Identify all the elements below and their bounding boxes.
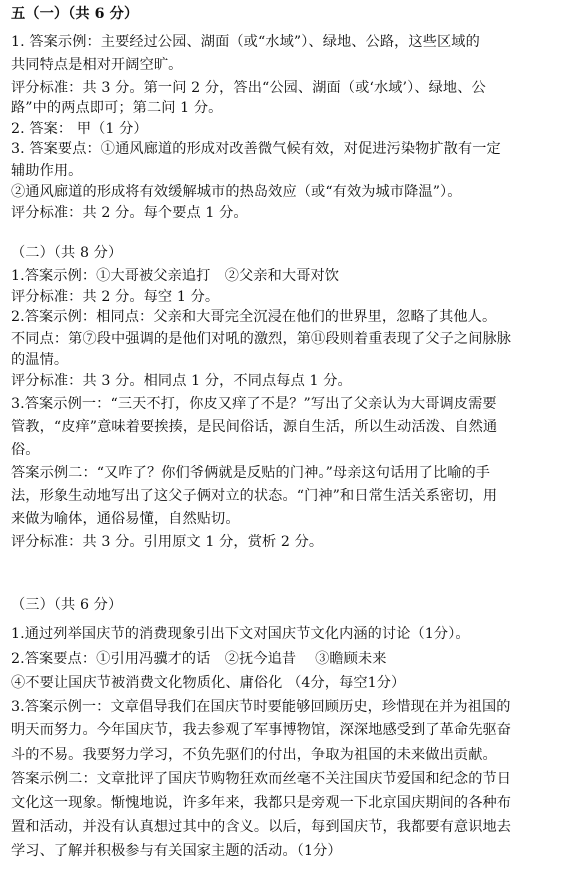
section-2-line: 评分标准：共 3 分。相同点 1 分，不同点每点 1 分。 [11, 373, 352, 389]
section-2-line: 答案示例二：“又咋了？你们爷俩就是反贴的门神。”母亲这句话用了比喻的手 [11, 465, 491, 481]
section-1-line: 路”中的两点即可；第二问 1 分。 [11, 100, 223, 116]
section-2-line: 管教，“皮痒”意味着要挨揍，是民间俗话，源自生活，所以生动活泼、自然通 [11, 419, 498, 435]
section-3-line: 明天而努力。今年国庆节，我去参观了军事博物馆，深深地感受到了革命先驱奋 [11, 722, 512, 738]
section-2-line: 评分标准：共 2 分。每空 1 分。 [11, 289, 220, 305]
section-2-line: 1.答案示例：①大哥被父亲追打 ②父亲和大哥对饮 [11, 268, 340, 284]
section-3-line: 答案示例二：文章批评了国庆节购物狂欢而丝毫不关注国庆节爱国和纪念的节日 [11, 771, 512, 787]
section-2-line: 来做为喻体，通俗易懂，自然贴切。 [11, 511, 240, 527]
section-1-line: 2. 答案： 甲（1 分） [11, 121, 148, 137]
section-3-heading: （三）（共 6 分） [11, 597, 123, 613]
section-3-line: 1.通过列举国庆节的消费现象引出下文对国庆节文化内涵的讨论（1分）。 [11, 626, 470, 642]
section-3-line: 学习、了解并积极参与有关国家主题的活动。（1分） [11, 843, 342, 859]
section-2-line: 3.答案示例一：“三天不打，你皮又痒了不是？”写出了父亲认为大哥调皮需要 [11, 396, 497, 412]
section-1-line: 1. 答案示例：主要经过公园、湖面（或“水域”）、绿地、公路，这些区域的 [11, 34, 480, 50]
section-2-line: 俗。 [11, 442, 40, 458]
section-2-line: 2.答案示例：相同点：父亲和大哥完全沉浸在他们的世界里，忽略了其他人。 [11, 309, 497, 325]
section-2-line: 不同点：第⑦段中强调的是他们对吼的激烈，第⑪段则着重表现了父子之间脉脉 [11, 331, 512, 347]
section-2-line: 评分标准：共 3 分。引用原文 1 分，赏析 2 分。 [11, 534, 324, 550]
section-1-line: 3. 答案要点：①通风廊道的形成对改善微气候有效，对促进污染物扩散有一定 [11, 141, 501, 157]
section-1-line: 共同特点是相对开阔空旷。 [11, 57, 183, 73]
section-3-line: 置和活动，并没有认真想过其中的含义。以后，每到国庆节，我都要有意识地去 [11, 819, 512, 835]
section-2-line: 的温情。 [11, 352, 69, 368]
section-3-line: 3.答案示例一：文章倡导我们在国庆节时要能够回顾历史，珍惜现在并为祖国的 [11, 699, 511, 715]
section-3-line: 2.答案要点：①引用冯骥才的话 ②抚今追昔 ③瞻顾未来 [11, 651, 387, 667]
section-3-line: ④不要让国庆节被消费文化物质化、庸俗化 （4分，每空1分） [11, 675, 406, 691]
section-1-heading: 五（一）（共 6 分） [11, 6, 139, 22]
section-1-line: 辅助作用。 [11, 163, 83, 179]
section-1-line: ②通风廊道的形成将有效缓解城市的热岛效应（或“有效为城市降温”）。 [11, 184, 462, 200]
section-3-line: 斗的不易。我要努力学习，不负先驱们的付出，争取为祖国的未来做出贡献。 [11, 747, 497, 763]
section-1-line: 评分标准：共 3 分。第一问 2 分，答出“公园、湖面（或‘水域’）、绿地、公 [11, 80, 486, 96]
section-2-heading: （二）（共 8 分） [11, 245, 123, 261]
section-1-line: 评分标准：共 2 分。每个要点 1 分。 [11, 205, 248, 221]
section-3-line: 文化这一现象。惭愧地说，许多年来，我都只是旁观一下北京国庆期间的各种布 [11, 795, 512, 811]
section-2-line: 法，形象生动地写出了这父子俩对立的状态。“门神”和日常生活关系密切，用 [11, 488, 498, 504]
